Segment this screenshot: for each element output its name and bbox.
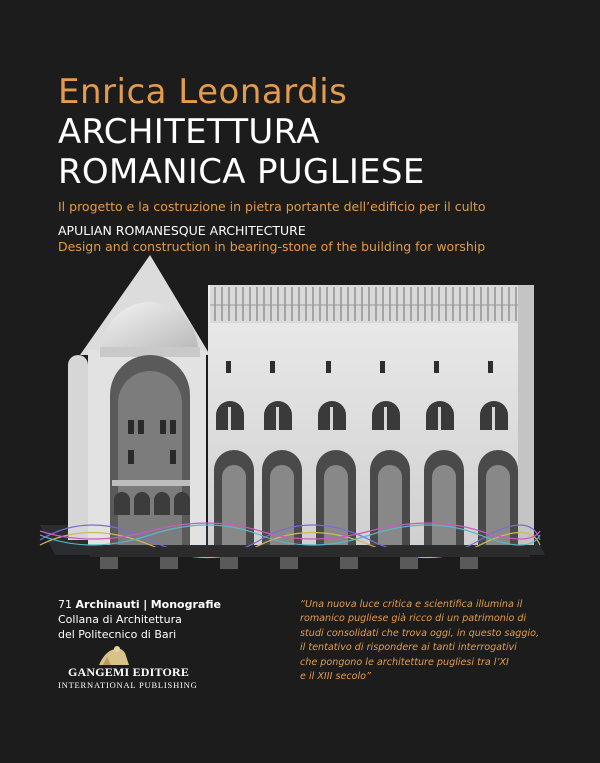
quote-line: studi consolidati che trova oggi, in questo saggio,	[300, 627, 540, 639]
quote-line: che pongono le architetture pugliesi tra l’XI	[300, 656, 509, 668]
title-line-1: ARCHITETTURA	[58, 112, 320, 152]
collection-line-1: Collana di Architettura	[58, 613, 182, 626]
cathedral-section-illustration	[30, 255, 550, 585]
series-separator: |	[143, 598, 148, 611]
quote-line: e il XIII secolo”	[300, 671, 371, 683]
quote-line: “Una nuova luce critica e scientifica illumina il	[300, 599, 523, 610]
series-number: 71	[58, 598, 72, 611]
series-type: Monografie	[150, 598, 221, 611]
subtitle-italian: Il progetto e la costruzione in pietra portante dell’edificio per il culto	[58, 199, 486, 214]
publisher-name: GANGEMI EDITORE	[68, 665, 190, 679]
author-name: Enrica Leonardis	[58, 72, 348, 112]
quote-line: il tentativo di rispondere ai tanti interrogativi	[300, 642, 517, 654]
back-quote	[300, 598, 539, 684]
series-name: Archinauti	[75, 598, 140, 611]
publisher-logo-icon	[95, 643, 135, 667]
subtitle-english: Design and construction in bearing-stone of the building for worship	[58, 239, 486, 254]
publisher-subline: INTERNATIONAL PUBLISHING	[58, 680, 198, 690]
collection-line-2: del Politecnico di Bari	[58, 628, 177, 641]
subtitle-english-title: APULIAN ROMANESQUE ARCHITECTURE	[58, 223, 306, 238]
quote-line: romanico pugliese già ricco di un patrimonio di	[300, 613, 527, 625]
title-line-2: ROMANICA PUGLIESE	[58, 152, 425, 192]
series-line	[58, 597, 221, 612]
